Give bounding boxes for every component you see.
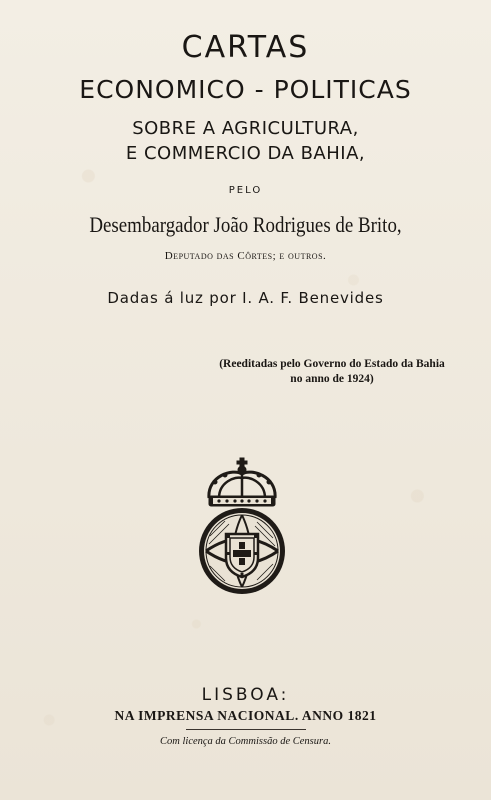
royal-coat-of-arms-icon (195, 456, 289, 594)
imprint-press: NA IMPRENSA NACIONAL. ANNO 1821 (114, 708, 377, 723)
author-note: Deputado das Côrtes; e outros. (164, 250, 327, 262)
title-line-2: ECONOMICO - POLITICAS (79, 75, 412, 104)
title-line-1: CARTAS (181, 30, 310, 65)
subtitle-line-1: SOBRE A AGRICULTURA, (132, 118, 359, 139)
imprint-city: LISBOA: (201, 685, 290, 705)
reedition-line-1: (Reeditadas pelo Governo do Estado da Bahia (219, 358, 445, 370)
subtitle-line-2: E COMMERCIO DA BAHIA, (125, 143, 366, 164)
author-name: Desembargador João Rodrigues de Brito, (89, 212, 402, 237)
imprint-rule (186, 729, 306, 730)
by-label: PELO (228, 185, 263, 196)
imprint-license: Com licença da Commissão de Censura. (160, 736, 331, 747)
reedition-note (212, 357, 452, 387)
reedition-line-2: no anno de 1924) (290, 373, 374, 385)
editor-line: Dadas á luz por I. A. F. Benevides (107, 289, 384, 307)
